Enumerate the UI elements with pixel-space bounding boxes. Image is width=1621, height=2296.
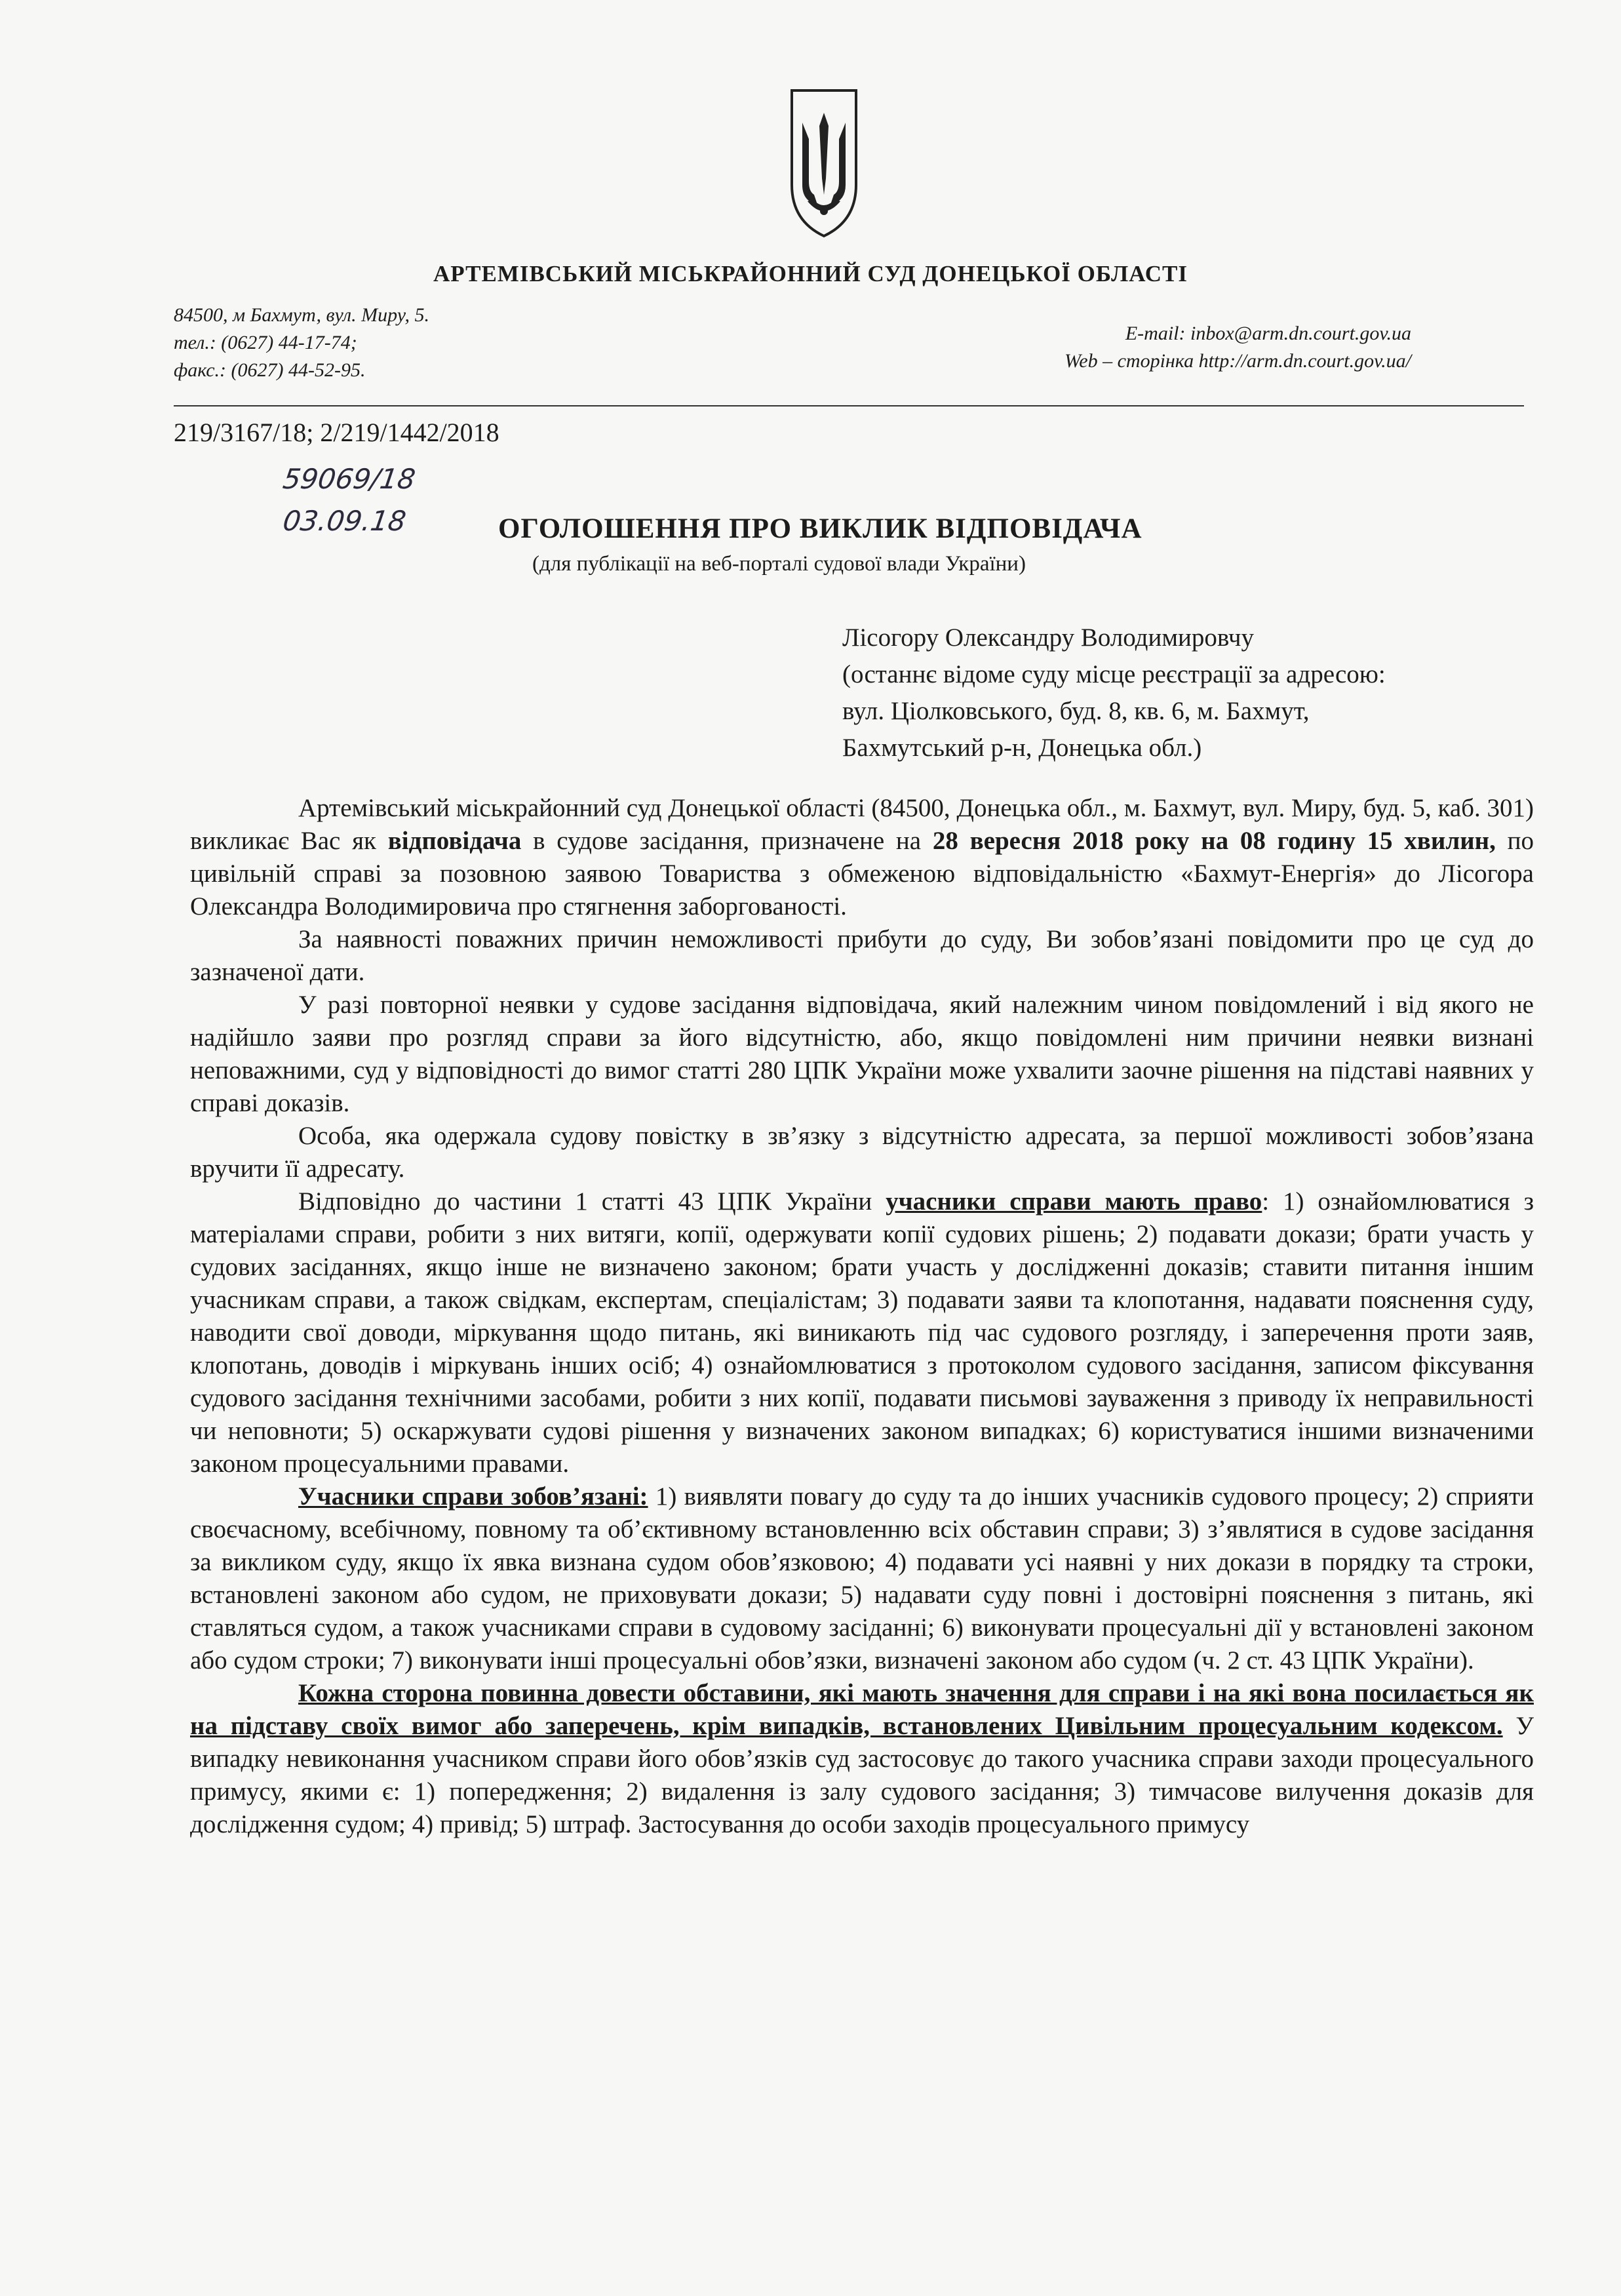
- coat-of-arms-trident-icon: [788, 87, 860, 239]
- paragraph-notify: За наявності поважних причин неможливості прибути до суду, Ви зобов’язані повідомити про це суд до зазначеної дати.: [190, 925, 1534, 986]
- addressee-block: [842, 620, 1537, 766]
- court-email: E-mail: inbox@arm.dn.court.gov.ua: [1125, 323, 1411, 344]
- court-fax: факс.: (0627) 44-52-95.: [174, 359, 366, 381]
- court-online-contacts: [1064, 320, 1411, 375]
- header-divider: [174, 405, 1524, 406]
- court-phone: тел.: (0627) 44-17-74;: [174, 332, 357, 353]
- paragraph-duties: Учасники справи зобов’язані: 1) виявляти повагу до суду та до інших учасників судового процесу; 2) сприяти своєчасному, всебічному, повному та об’єктивному встановленню всіх обставин справи; 3) з’являтися в судове засідання за викликом суду, якщо їх явка визнана судом обов’язковою; 4) подавати усі наявні у них докази в порядку та строки, встановлені законом або судом, не приховувати докази; 5) надавати суду повні і достовірні пояснення з питань, які ставляться судом, а також учасниками справи в судовому засіданні; 6) виконувати процесуальні дії у встановлені законом або судом строки; 7) виконувати інші процесуальні обов’язки, визначені законом або судом (ч. 2 ст. 43 ЦПК України).: [190, 1482, 1534, 1674]
- case-number: 219/3167/18; 2/219/1442/2018: [174, 418, 499, 447]
- court-contacts: [174, 302, 429, 384]
- addressee-address-line: (останнє відоме суду місце реєстрації за адресою:: [842, 660, 1386, 688]
- paragraph-summons: Артемівський міськрайонний суд Донецької області (84500, Донецька обл., м. Бахмут, вул. Миру, буд. 5, каб. 301) викликає Вас як відповідача в судове засідання, призначене на 28 вересня 2018 року на 08 годину 15 хвилин, по цивільній справі за позовною заявою Товариства з обмеженою відповідальністю «Бахмут-Енергія» до Лісогора Олександра Володимировича про стягнення заборгованості.: [190, 794, 1534, 920]
- addressee-name: Лісогору Олександру Володимировчу: [842, 623, 1254, 652]
- paragraph-delivery: Особа, яка одержала судову повістку в зв’язку з відсутністю адресата, за першої можливості зобов’язана вручити її адресату.: [190, 1122, 1534, 1183]
- document-body: [190, 792, 1534, 1841]
- paragraph-rights: Відповідно до частини 1 статті 43 ЦПК України учасники справи мають право: 1) ознайомлюватися з матеріалами справи, робити з них витяги, копії, одержувати копії судових рішень; 2) подавати докази; брати участь у судових засіданнях, якщо інше не визначено законом; брати участь у дослідженні доказів; ставити питання іншим учасникам справи, а також свідкам, експертам, спеціалістам; 3) подавати заяви та клопотання, надавати пояснення суду, наводити свої доводи, міркування щодо питань, які виникають під час судового розгляду, і заперечення проти заяв, клопотань, доводів і міркувань інших осіб; 4) ознайомлюватися з протоколом судового засідання, записом фіксування судового засідання технічними засобами, робити з них копії, подавати письмові зауваження з приводу їх неправильності чи неповноти; 5) оскаржувати судові рішення у визначених законом випадках; 6) користуватися іншими визначеними законом процесуальними правами.: [190, 1187, 1534, 1478]
- handwritten-registration-number: 59069/18: [281, 463, 418, 495]
- paragraph-absence: У разі повторної неявки у судове засідання відповідача, який належним чином повідомлений і від якого не надійшло заяви про розгляд справи за його відсутністю, або, якщо повідомлені ним причини неявки визнані неповажними, суд у відповідності до вимог статті 280 ЦПК України може ухвалити заочне рішення на підставі наявних у справі доказів.: [190, 991, 1534, 1117]
- court-website: Web – сторінка http://arm.dn.court.gov.ua/: [1064, 350, 1411, 372]
- paragraph-evidence: Кожна сторона повинна довести обставини, які мають значення для справи і на які вона посилається як на підставу своїх вимог або заперечень, крім випадків, встановлених Цивільним процесуальним кодексом. У випадку невиконання учасником справи його обов’язків суд застосовує до такого учасника справи заходи процесуального примусу, якими є: 1) попередження; 2) видалення із залу судового засідання; 3) тимчасове вилучення доказів для дослідження судом; 4) привід; 5) штраф. Застосування до особи заходів процесуального примусу: [190, 1679, 1534, 1838]
- addressee-address-line: Бахмутський р-н, Донецька обл.): [842, 734, 1202, 762]
- document-subtitle: (для публікації на веб-порталі судової влади України): [532, 552, 1026, 576]
- handwritten-date: 03.09.18: [281, 505, 408, 537]
- court-address: 84500, м Бахмут, вул. Миру, 5.: [174, 304, 430, 326]
- document-title: ОГОЛОШЕННЯ ПРО ВИКЛИК ВІДПОВІДАЧА: [498, 513, 1143, 544]
- court-name: АРТЕМІВСЬКИЙ МІСЬКРАЙОННИЙ СУД ДОНЕЦЬКОЇ ОБЛАСТІ: [433, 261, 1188, 287]
- addressee-address-line: вул. Ціолковського, буд. 8, кв. 6, м. Бахмут,: [842, 697, 1310, 725]
